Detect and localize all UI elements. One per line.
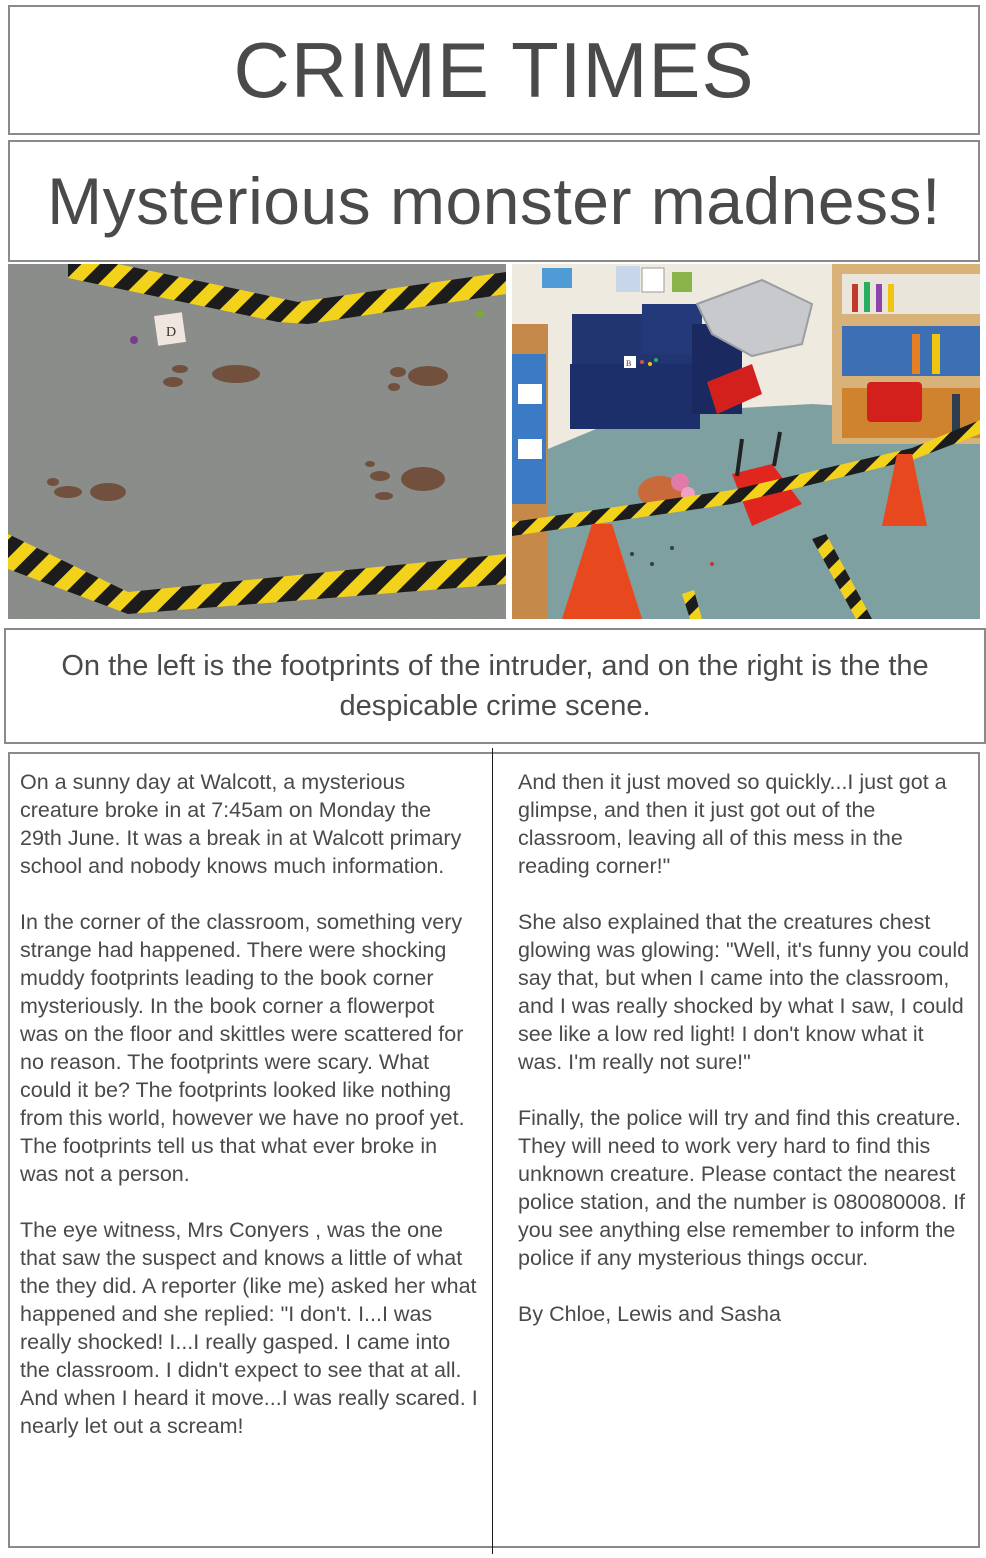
evidence-marker-label: D bbox=[166, 325, 177, 340]
article-left-column bbox=[20, 768, 478, 1468]
article-right-column bbox=[518, 768, 972, 1356]
article-byline: By Chloe, Lewis and Sasha bbox=[518, 1302, 781, 1326]
article-paragraph: The eye witness, Mrs Conyers , was the one that saw the suspect and knows a little of what the they did. A reporter (like me) asked her what happened and she replied: "I don't. I...I was really shocked! I...I really gasped. I came into the classroom. I didn't expect to see that at all. And when I heard it move...I was really scared. I nearly let out a scream! bbox=[20, 1218, 478, 1438]
article-paragraph: And then it just moved so quickly...I just got a glimpse, and then it just got out of the classroom, leaving all of this mess in the reading corner!" bbox=[518, 770, 947, 878]
evidence-marker-card bbox=[154, 312, 186, 346]
crime-scene-photo bbox=[512, 264, 980, 619]
column-divider bbox=[492, 748, 493, 1554]
photo-caption bbox=[4, 628, 986, 744]
headline bbox=[8, 140, 980, 262]
article-paragraph: Finally, the police will try and find this creature. They will need to work very hard to find this unknown creature. Please contact the nearest police station, and the number is 080080008. If you see anything else remember to inform the police if any mysterious things occur. bbox=[518, 1106, 966, 1270]
headline-text: Mysterious monster madness! bbox=[47, 164, 941, 238]
article-paragraph: On a sunny day at Walcott, a mysterious creature broke in at 7:45am on Monday the 29th June. It was a break in at Walcott primary school and nobody knows much information. bbox=[20, 770, 462, 878]
photo-caption-text: On the left is the footprints of the intruder, and on the right is the the despicable crime scene. bbox=[61, 650, 929, 722]
article-paragraph: She also explained that the creatures chest glowing was glowing: "Well, it's funny you could say that, but when I came into the classroom, and I was really shocked by what I saw, I could see like a low red light! I don't know what it was. I'm really not sure!" bbox=[518, 910, 970, 1074]
masthead bbox=[8, 5, 980, 135]
masthead-title: CRIME TIMES bbox=[233, 25, 755, 114]
article-paragraph: In the corner of the classroom, something very strange had happened. There were shocking muddy footprints leading to the book corner mysteriously. In the book corner a flowerpot was on the floor and skittles were scattered for no reason. The footprints were scary. What could it be? The footprints looked like nothing from this world, however we have no proof yet. The footprints tell us that what ever broke in was not a person. bbox=[20, 910, 465, 1186]
evidence-marker-label: B bbox=[626, 359, 632, 368]
footprints-photo bbox=[8, 264, 506, 619]
